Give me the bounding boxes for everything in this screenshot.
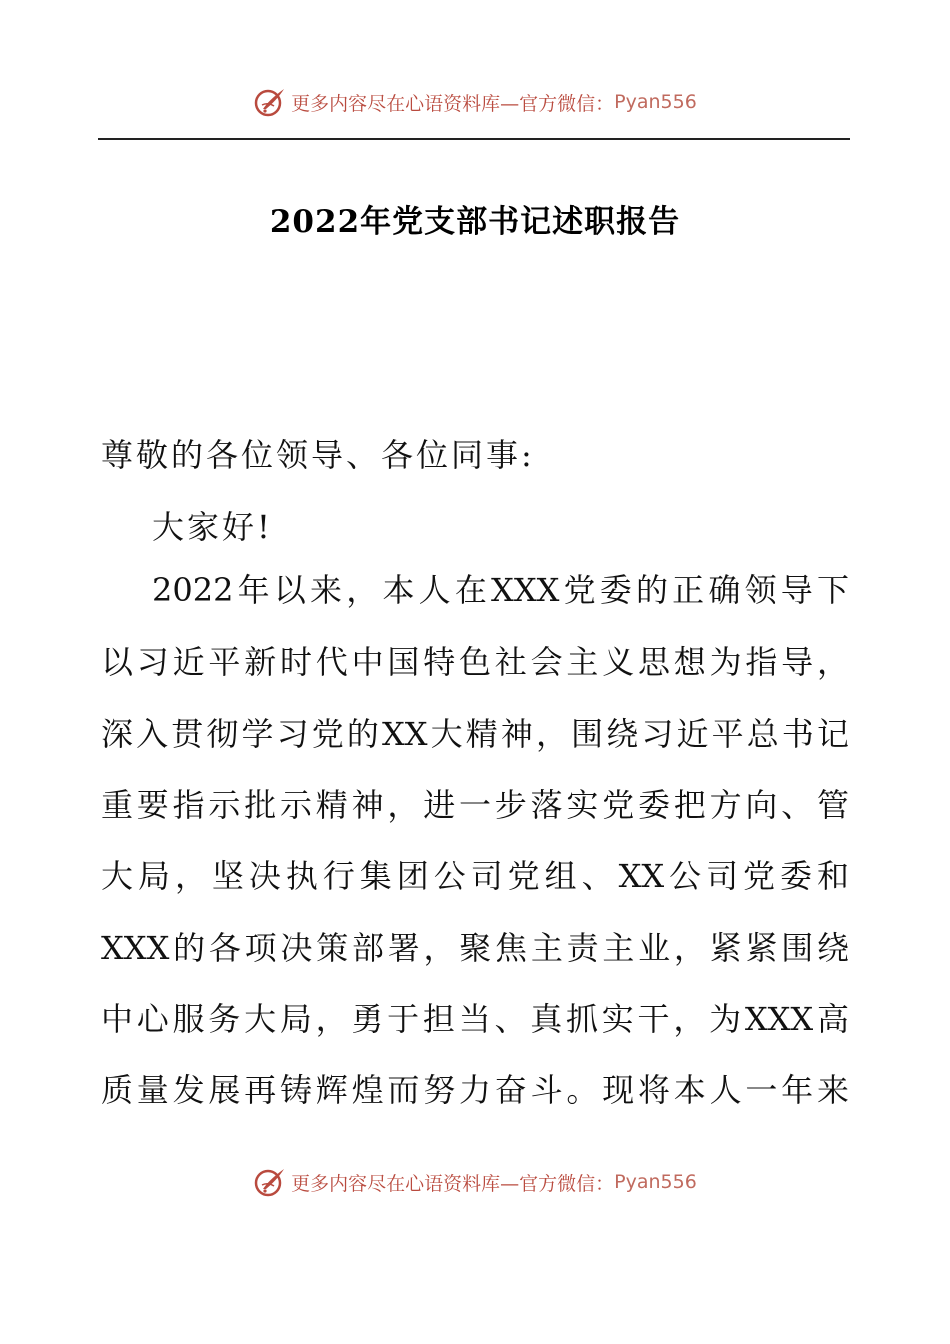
header-wechat-id: Pyan556 (614, 91, 697, 113)
footer-banner (0, 1162, 950, 1202)
paragraph-line: 深入贯彻学习党的XX大精神，围绕习近平总书记 (101, 715, 849, 753)
header-banner (0, 82, 950, 122)
paragraph-line: 大局，坚决执行集团公司党组、XX公司党委和 (101, 857, 849, 895)
footer-wechat-id: Pyan556 (614, 1171, 697, 1193)
paragraph-line: 以习近平新时代中国特色社会主义思想为指导， (101, 643, 849, 681)
paragraph-line: XXX的各项决策部署，聚焦主责主业，紧紧围绕 (101, 929, 849, 967)
footer-banner-text: 更多内容尽在心语资料库—官方微信： (291, 1172, 615, 1195)
header-banner-text: 更多内容尽在心语资料库—官方微信： (291, 92, 615, 115)
salutation: 尊敬的各位领导、各位同事: (101, 436, 535, 474)
document-title: 2022年党支部书记述职报告 (269, 204, 681, 240)
quill-seal-icon (253, 85, 287, 119)
header-divider (98, 138, 850, 140)
greeting: 大家好! (152, 508, 273, 546)
paragraph-line: 2022年以来，本人在XXX党委的正确领导下 (152, 571, 849, 609)
paragraph-line: 质量发展再铸辉煌而努力奋斗。现将本人一年来 (101, 1071, 849, 1109)
paragraph-line: 中心服务大局，勇于担当、真抓实干，为XXX高 (101, 1000, 849, 1038)
quill-seal-icon (253, 1165, 287, 1199)
paragraph-line: 重要指示批示精神，进一步落实党委把方向、管 (101, 786, 849, 824)
